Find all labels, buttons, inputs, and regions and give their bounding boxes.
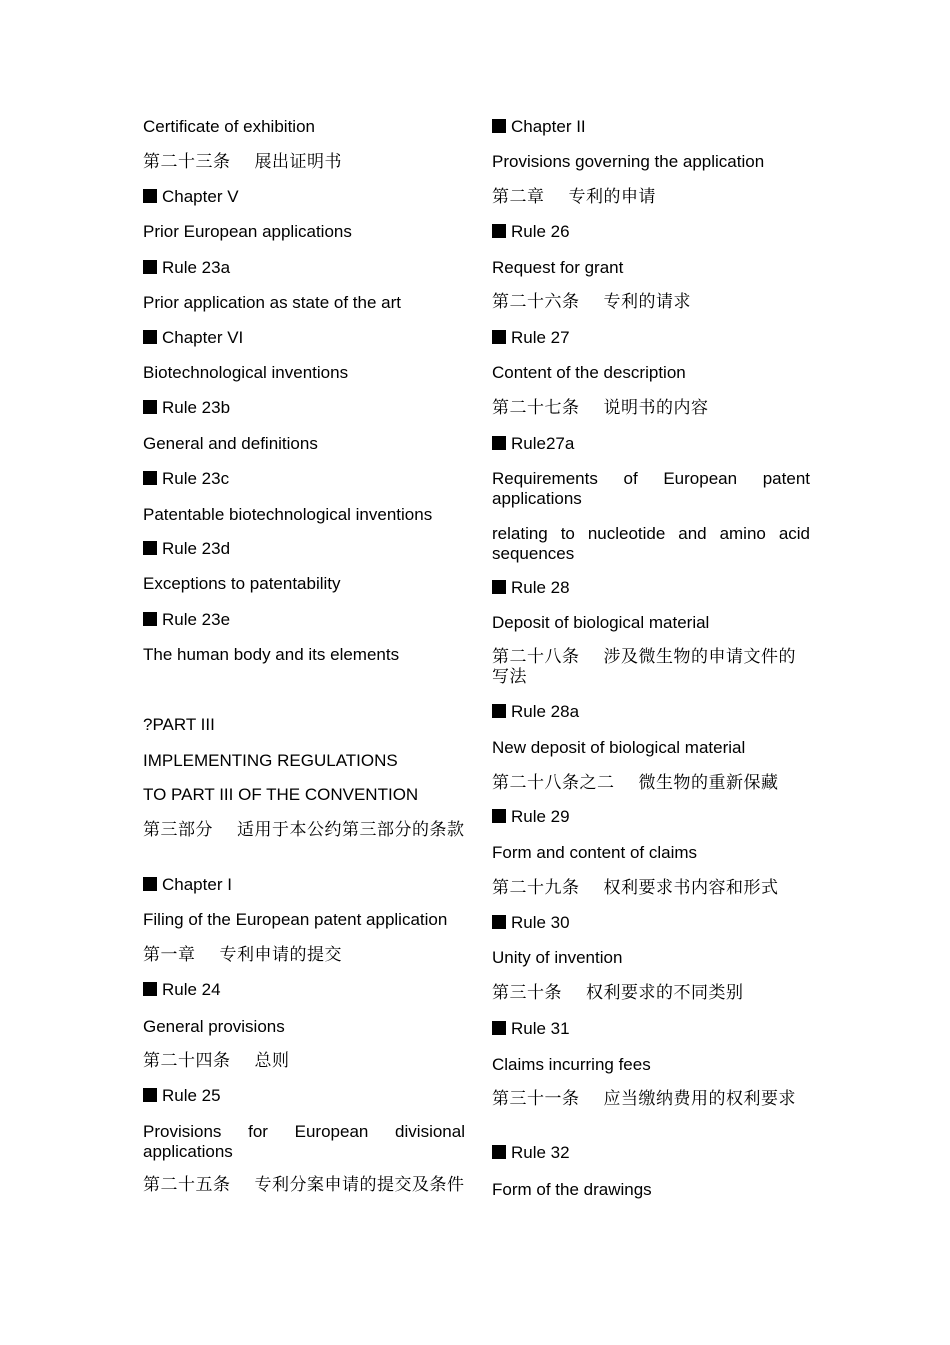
line-text-secondary: 总则 bbox=[254, 1051, 290, 1070]
text-line-general-provisions bbox=[143, 1017, 465, 1037]
line-text: Rule 30 bbox=[511, 913, 570, 932]
line-text: Rule 31 bbox=[511, 1019, 570, 1038]
line-text-secondary: 专利分案申请的提交及条件 bbox=[254, 1175, 465, 1194]
line-text: The human body and its elements bbox=[143, 645, 400, 664]
line-text: TO PART III OF THE CONVENTION bbox=[143, 785, 419, 804]
chinese-heading-line-text bbox=[492, 647, 810, 687]
line-text-secondary: 专利的请求 bbox=[603, 292, 691, 311]
heading-line-chapter-vi bbox=[143, 328, 465, 348]
heading-line-rule-27 bbox=[492, 328, 810, 348]
line-text: Exceptions to patentability bbox=[143, 574, 341, 593]
text-line-form-of-the-drawings bbox=[492, 1180, 810, 1200]
chinese-heading-line-text bbox=[143, 1051, 465, 1071]
text-line-to-part-iii-of-the-convention bbox=[143, 785, 465, 805]
text-line-biotechnological-inventions bbox=[143, 363, 465, 383]
text-line-request-for-grant bbox=[492, 258, 810, 278]
line-text: Rule 28 bbox=[511, 578, 570, 597]
chinese-heading-line-text bbox=[492, 398, 810, 418]
text-line-deposit-of-biological-material bbox=[492, 613, 810, 633]
square-bullet-icon bbox=[492, 704, 506, 718]
line-text: Requirements of European patent applications bbox=[492, 469, 810, 508]
line-text: Rule 23d bbox=[162, 539, 231, 558]
heading-line-rule-23e bbox=[143, 610, 465, 630]
square-bullet-icon bbox=[492, 224, 506, 238]
text-line-claims-incurring-fees bbox=[492, 1055, 810, 1075]
line-text: IMPLEMENTING REGULATIONS bbox=[143, 751, 398, 770]
square-bullet-icon bbox=[492, 119, 506, 133]
chinese-heading-line-text bbox=[143, 152, 465, 172]
line-text-secondary: 专利的申请 bbox=[568, 187, 656, 206]
heading-line-rule-25 bbox=[143, 1086, 465, 1106]
line-text-secondary: 微生物的重新保藏 bbox=[638, 773, 779, 792]
square-bullet-icon bbox=[143, 330, 157, 344]
line-text: Rule 23a bbox=[162, 258, 231, 277]
chinese-heading-line-text bbox=[143, 820, 465, 840]
line-text: Rule 23b bbox=[162, 398, 231, 417]
line-text: Rule 24 bbox=[162, 980, 221, 999]
text-line-requirements-of-european-patent-applications bbox=[492, 469, 810, 509]
line-text-secondary: 涉及微生物的申请文件的写法 bbox=[492, 647, 796, 686]
square-bullet-icon bbox=[492, 580, 506, 594]
chinese-heading-line-text bbox=[143, 945, 465, 965]
heading-line-rule-23b bbox=[143, 398, 465, 418]
line-text: Rule 27 bbox=[511, 328, 570, 347]
heading-line-rule-23a bbox=[143, 258, 465, 278]
text-line-provisions-for-european-divisional-applications bbox=[143, 1122, 465, 1162]
line-text: 第三十一条 bbox=[492, 1089, 580, 1108]
line-text: Biotechnological inventions bbox=[143, 363, 349, 382]
heading-line-rule-31 bbox=[492, 1019, 810, 1039]
line-text: General provisions bbox=[143, 1017, 285, 1036]
square-bullet-icon bbox=[143, 471, 157, 485]
text-line-exceptions-to-patentability bbox=[143, 574, 465, 594]
line-text: Filing of the European patent application bbox=[143, 910, 448, 929]
line-text-secondary: 适用于本公约第三部分的条款 bbox=[237, 820, 465, 839]
line-text: 第二十七条 bbox=[492, 398, 580, 417]
line-text-secondary: 权利要求的不同类别 bbox=[586, 983, 744, 1002]
square-bullet-icon bbox=[143, 189, 157, 203]
square-bullet-icon bbox=[143, 1088, 157, 1102]
text-line-form-and-content-of-claims bbox=[492, 843, 810, 863]
text-line-filing-of-the-european-patent-application bbox=[143, 910, 465, 930]
text-line-general-and-definitions bbox=[143, 434, 465, 454]
line-text: 第二十八条之二 bbox=[492, 773, 615, 792]
line-text: 第二章 bbox=[492, 187, 545, 206]
heading-line-rule27a bbox=[492, 434, 810, 454]
text-line-relating-to-nucleotide-and-amino-acid-sequences bbox=[492, 524, 810, 564]
square-bullet-icon bbox=[143, 612, 157, 626]
line-text: Rule 23e bbox=[162, 610, 231, 629]
text-line-implementing-regulations bbox=[143, 751, 465, 771]
heading-line-chapter-ii bbox=[492, 117, 810, 137]
heading-line-rule-23c bbox=[143, 469, 465, 489]
line-text: Chapter I bbox=[162, 875, 232, 894]
line-text: relating to nucleotide and amino acid sequences bbox=[492, 524, 810, 563]
square-bullet-icon bbox=[143, 982, 157, 996]
text-line-certificate-of-exhibition bbox=[143, 117, 465, 137]
square-bullet-icon bbox=[492, 436, 506, 450]
text-line-part-iii bbox=[143, 715, 465, 735]
line-text: 第二十八条 bbox=[492, 647, 580, 666]
line-text: Rule 25 bbox=[162, 1086, 221, 1105]
heading-line-rule-29 bbox=[492, 807, 810, 827]
line-text: Rule 32 bbox=[511, 1143, 570, 1162]
text-line-patentable-biotechnological-inventions bbox=[143, 505, 465, 525]
chinese-heading-line-text bbox=[492, 878, 810, 898]
line-text: 第二十六条 bbox=[492, 292, 580, 311]
line-text: Provisions governing the application bbox=[492, 152, 765, 171]
line-text-secondary: 说明书的内容 bbox=[603, 398, 709, 417]
square-bullet-icon bbox=[143, 541, 157, 555]
square-bullet-icon bbox=[143, 400, 157, 414]
chinese-heading-line-text bbox=[492, 187, 810, 207]
line-text: Rule 23c bbox=[162, 469, 230, 488]
line-text: 第二十三条 bbox=[143, 152, 231, 171]
text-line-new-deposit-of-biological-material bbox=[492, 738, 810, 758]
chinese-heading-line-text bbox=[492, 292, 810, 312]
line-text: Unity of invention bbox=[492, 948, 623, 967]
line-text: 第三十条 bbox=[492, 983, 562, 1002]
line-text: Claims incurring fees bbox=[492, 1055, 651, 1074]
line-text: Chapter VI bbox=[162, 328, 244, 347]
line-text: Rule27a bbox=[511, 434, 575, 453]
line-text: Deposit of biological material bbox=[492, 613, 710, 632]
heading-line-rule-23d bbox=[143, 539, 465, 559]
line-text: Rule 26 bbox=[511, 222, 570, 241]
heading-line-rule-28 bbox=[492, 578, 810, 598]
line-text: Certificate of exhibition bbox=[143, 117, 315, 136]
square-bullet-icon bbox=[492, 809, 506, 823]
chinese-heading-line-text bbox=[492, 773, 810, 793]
heading-line-chapter-i bbox=[143, 875, 465, 895]
line-text: Chapter II bbox=[511, 117, 586, 136]
line-text: Prior European applications bbox=[143, 222, 352, 241]
line-text: General and definitions bbox=[143, 434, 318, 453]
heading-line-rule-32 bbox=[492, 1143, 810, 1163]
chinese-heading-line-text bbox=[143, 1175, 465, 1195]
line-text: New deposit of biological material bbox=[492, 738, 746, 757]
text-line-provisions-governing-the-application bbox=[492, 152, 810, 172]
square-bullet-icon bbox=[492, 1021, 506, 1035]
line-text: 第三部分 bbox=[143, 820, 213, 839]
text-line-prior-european-applications bbox=[143, 222, 465, 242]
heading-line-rule-30 bbox=[492, 913, 810, 933]
heading-line-chapter-v bbox=[143, 187, 465, 207]
heading-line-rule-26 bbox=[492, 222, 810, 242]
line-text-secondary: 应当缴纳费用的权利要求 bbox=[603, 1089, 796, 1108]
square-bullet-icon bbox=[492, 915, 506, 929]
square-bullet-icon bbox=[143, 877, 157, 891]
line-text-secondary: 权利要求书内容和形式 bbox=[603, 878, 779, 897]
square-bullet-icon bbox=[492, 330, 506, 344]
line-text: 第二十四条 bbox=[143, 1051, 231, 1070]
line-text: Patentable biotechnological inventions bbox=[143, 505, 433, 524]
line-text: Content of the description bbox=[492, 363, 686, 382]
heading-line-rule-28a bbox=[492, 702, 810, 722]
line-text: Rule 29 bbox=[511, 807, 570, 826]
text-line-content-of-the-description bbox=[492, 363, 810, 383]
heading-line-rule-24 bbox=[143, 980, 465, 1000]
line-text: 第二十九条 bbox=[492, 878, 580, 897]
square-bullet-icon bbox=[143, 260, 157, 274]
line-text-secondary: 展出证明书 bbox=[254, 152, 342, 171]
text-line-prior-application-as-state-of-the-art bbox=[143, 293, 465, 313]
line-text: Form of the drawings bbox=[492, 1180, 652, 1199]
line-text: Form and content of claims bbox=[492, 843, 698, 862]
line-text: Prior application as state of the art bbox=[143, 293, 401, 312]
text-line-unity-of-invention bbox=[492, 948, 810, 968]
chinese-heading-line-text bbox=[492, 983, 810, 1003]
chinese-heading-line-text bbox=[492, 1089, 810, 1109]
line-text: 第一章 bbox=[143, 945, 196, 964]
line-text-secondary: 专利申请的提交 bbox=[219, 945, 342, 964]
line-text: ?PART III bbox=[143, 715, 215, 734]
line-text: Provisions for European divisional applications bbox=[143, 1122, 465, 1161]
line-text: Rule 28a bbox=[511, 702, 580, 721]
square-bullet-icon bbox=[492, 1145, 506, 1159]
text-line-the-human-body-and-its-elements bbox=[143, 645, 465, 665]
line-text: Chapter V bbox=[162, 187, 239, 206]
line-text: Request for grant bbox=[492, 258, 624, 277]
line-text: 第二十五条 bbox=[143, 1175, 231, 1194]
